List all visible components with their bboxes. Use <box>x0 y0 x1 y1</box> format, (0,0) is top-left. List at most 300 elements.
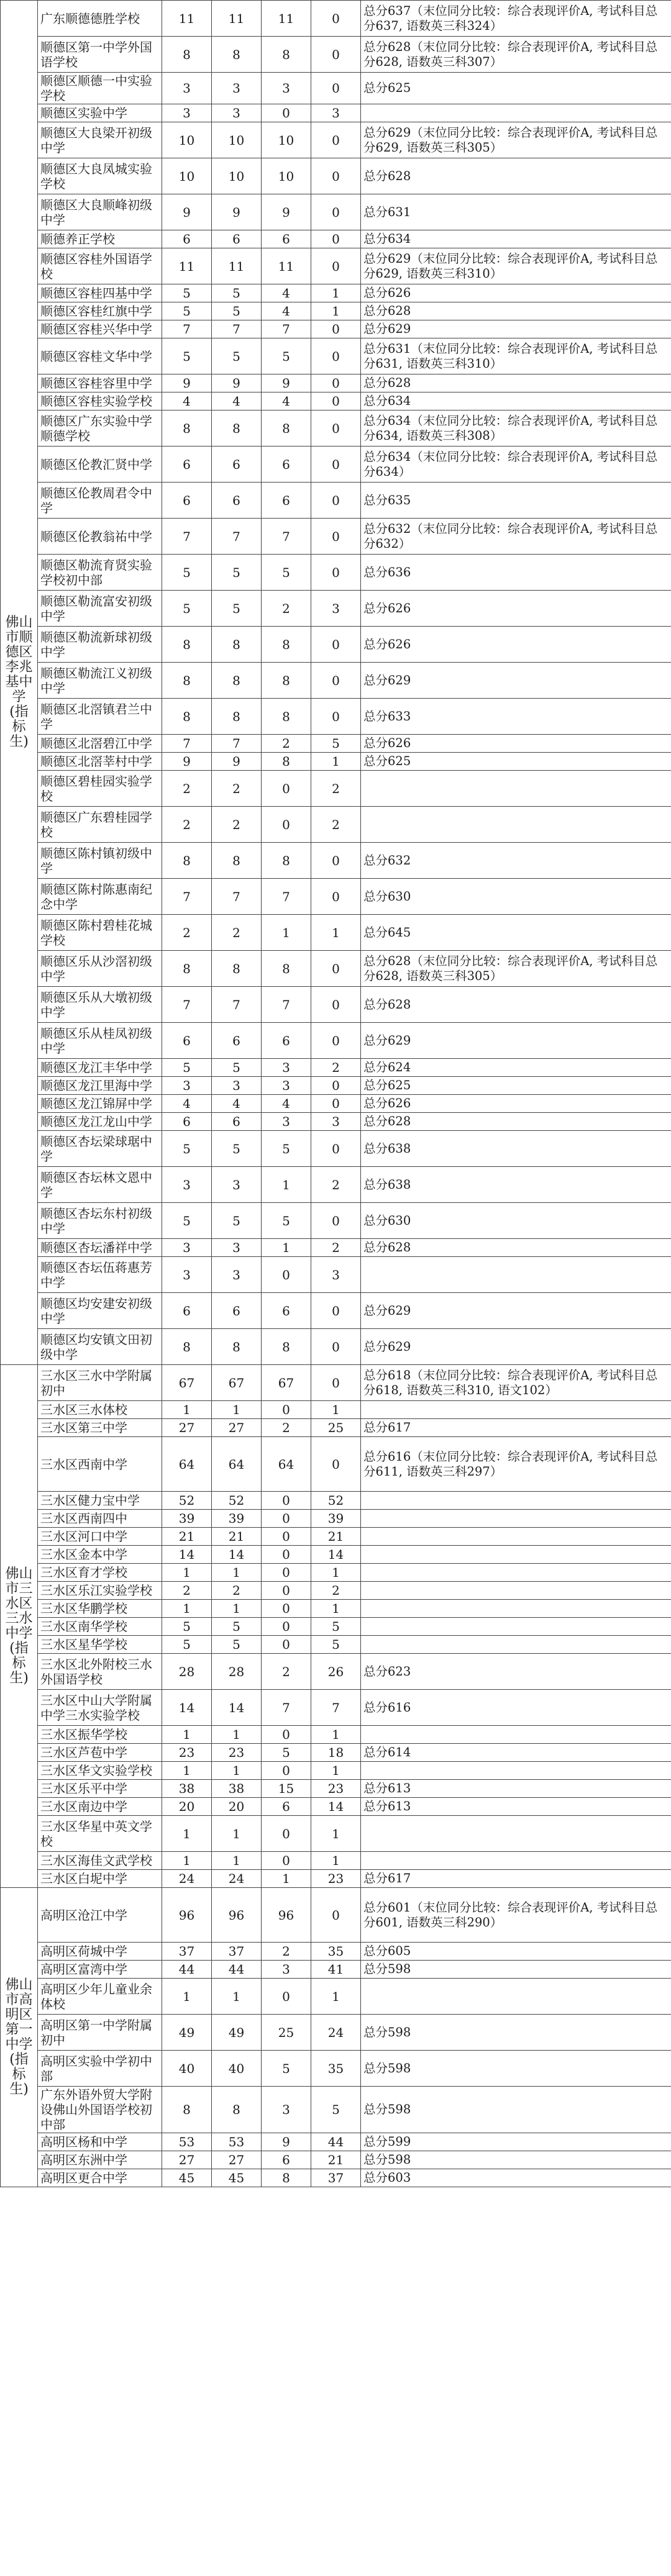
plan-count-cell: 2 <box>162 771 212 807</box>
school-name-cell: 顺德区勒流富安初级中学 <box>38 591 162 627</box>
school-name-cell: 顺德区容桂红旗中学 <box>38 302 162 320</box>
table-row <box>1 1419 671 1437</box>
school-name-cell: 广东顺德德胜学校 <box>38 1 162 37</box>
plan-count-cell: 3 <box>162 1257 212 1293</box>
remaining-count-cell: 39 <box>311 1510 361 1528</box>
remaining-count-cell: 0 <box>311 248 361 284</box>
score-admitted-cell: 3 <box>262 1961 311 1979</box>
remaining-count-cell: 0 <box>311 194 361 230</box>
school-name-cell: 高明区实验中学初中部 <box>38 2051 162 2087</box>
admitted-count-cell: 8 <box>212 951 262 987</box>
admitted-count-cell: 20 <box>212 1798 262 1816</box>
table-row <box>1 1744 671 1762</box>
remaining-count-cell: 23 <box>311 1870 361 1888</box>
remaining-count-cell: 3 <box>311 104 361 122</box>
remaining-count-cell: 0 <box>311 1888 361 1943</box>
admitted-count-cell: 5 <box>212 1059 262 1077</box>
school-name-cell: 高明区荷城中学 <box>38 1943 162 1961</box>
school-name-cell: 三水区华星中英文学校 <box>38 1816 162 1852</box>
admitted-count-cell: 1 <box>212 1600 262 1618</box>
cutoff-note-cell: 总分629（末位同分比较：综合表现评价A, 考试科目总分629, 语数英三科305） <box>361 122 671 158</box>
school-name-cell: 三水区白坭中学 <box>38 1870 162 1888</box>
plan-count-cell: 8 <box>162 951 212 987</box>
score-admitted-cell: 9 <box>262 2133 311 2151</box>
plan-count-cell: 39 <box>162 1510 212 1528</box>
school-name-cell: 三水区中山大学附属中学三水实验学校 <box>38 1690 162 1726</box>
cutoff-note-cell: 总分633 <box>361 699 671 735</box>
plan-count-cell: 8 <box>162 2087 212 2133</box>
score-admitted-cell: 8 <box>262 663 311 699</box>
score-admitted-cell: 10 <box>262 158 311 194</box>
admitted-count-cell: 5 <box>212 1203 262 1239</box>
table-row <box>1 2087 671 2133</box>
plan-count-cell: 2 <box>162 1582 212 1600</box>
admitted-count-cell: 6 <box>212 483 262 519</box>
admitted-count-cell: 53 <box>212 2133 262 2151</box>
cutoff-note-cell: 总分626 <box>361 1095 671 1113</box>
score-admitted-cell: 4 <box>262 284 311 302</box>
school-name-cell: 顺德区龙江里海中学 <box>38 1077 162 1095</box>
cutoff-note-cell: 总分625 <box>361 753 671 771</box>
cutoff-note-cell: 总分617 <box>361 1870 671 1888</box>
table-row <box>1 1888 671 1943</box>
plan-count-cell: 8 <box>162 699 212 735</box>
remaining-count-cell: 5 <box>311 735 361 753</box>
plan-count-cell: 5 <box>162 1131 212 1167</box>
score-admitted-cell: 67 <box>262 1365 311 1401</box>
school-name-cell: 顺德区陈村陈惠南纪念中学 <box>38 879 162 915</box>
cutoff-note-cell: 总分634 <box>361 392 671 410</box>
admitted-count-cell: 6 <box>212 1023 262 1059</box>
plan-count-cell: 1 <box>162 1401 212 1419</box>
score-admitted-cell: 6 <box>262 230 311 248</box>
table-row <box>1 1961 671 1979</box>
remaining-count-cell: 1 <box>311 753 361 771</box>
score-admitted-cell: 64 <box>262 1437 311 1492</box>
admitted-count-cell: 2 <box>212 1582 262 1600</box>
school-name-cell: 三水区芦苞中学 <box>38 1744 162 1762</box>
score-admitted-cell: 0 <box>262 771 311 807</box>
score-admitted-cell: 3 <box>262 73 311 104</box>
remaining-count-cell: 1 <box>311 1816 361 1852</box>
plan-count-cell: 28 <box>162 1654 212 1690</box>
cutoff-note-cell: 总分601（末位同分比较：综合表现评价A, 考试科目总分601, 语数英三科290） <box>361 1888 671 1943</box>
admitted-count-cell: 5 <box>212 591 262 627</box>
table-row <box>1 1113 671 1131</box>
admitted-count-cell: 9 <box>212 374 262 392</box>
admitted-count-cell: 3 <box>212 73 262 104</box>
score-admitted-cell: 0 <box>262 1257 311 1293</box>
cutoff-note-cell: 总分603 <box>361 2169 671 2187</box>
score-admitted-cell: 7 <box>262 879 311 915</box>
plan-count-cell: 3 <box>162 73 212 104</box>
cutoff-note-cell <box>361 104 671 122</box>
admitted-count-cell: 6 <box>212 447 262 483</box>
cutoff-note-cell: 总分629 <box>361 1329 671 1365</box>
admitted-count-cell: 1 <box>212 1762 262 1780</box>
school-name-cell: 高明区更合中学 <box>38 2169 162 2187</box>
table-row <box>1 1239 671 1257</box>
plan-count-cell: 52 <box>162 1492 212 1510</box>
remaining-count-cell: 18 <box>311 1744 361 1762</box>
school-name-cell: 顺德区容桂兴华中学 <box>38 320 162 338</box>
remaining-count-cell: 35 <box>311 2051 361 2087</box>
admitted-count-cell: 1 <box>212 1726 262 1744</box>
score-admitted-cell: 5 <box>262 555 311 591</box>
score-admitted-cell: 6 <box>262 447 311 483</box>
plan-count-cell: 8 <box>162 843 212 879</box>
table-row <box>1 519 671 555</box>
cutoff-note-cell: 总分599 <box>361 2133 671 2151</box>
score-admitted-cell: 15 <box>262 1780 311 1798</box>
cutoff-note-cell: 总分628 <box>361 1239 671 1257</box>
table-row <box>1 302 671 320</box>
plan-count-cell: 53 <box>162 2133 212 2151</box>
admitted-count-cell: 3 <box>212 1239 262 1257</box>
admitted-count-cell: 45 <box>212 2169 262 2187</box>
school-name-cell: 顺德区北滘镇君兰中学 <box>38 699 162 735</box>
cutoff-note-cell <box>361 1600 671 1618</box>
cutoff-note-cell: 总分605 <box>361 1943 671 1961</box>
admitted-count-cell: 8 <box>212 37 262 73</box>
score-admitted-cell: 0 <box>262 104 311 122</box>
cutoff-note-cell: 总分629 <box>361 1023 671 1059</box>
plan-count-cell: 38 <box>162 1780 212 1798</box>
score-admitted-cell: 4 <box>262 1095 311 1113</box>
admitted-count-cell: 3 <box>212 104 262 122</box>
plan-count-cell: 5 <box>162 1203 212 1239</box>
plan-count-cell: 7 <box>162 519 212 555</box>
table-row <box>1 1401 671 1419</box>
score-admitted-cell: 0 <box>262 1582 311 1600</box>
table-row <box>1 627 671 663</box>
admitted-count-cell: 5 <box>212 1131 262 1167</box>
score-admitted-cell: 7 <box>262 519 311 555</box>
score-admitted-cell: 8 <box>262 2169 311 2187</box>
plan-count-cell: 1 <box>162 1600 212 1618</box>
cutoff-note-cell: 总分626 <box>361 284 671 302</box>
table-row <box>1 735 671 753</box>
school-name-cell: 顺德区北滘莘村中学 <box>38 753 162 771</box>
admitted-count-cell: 4 <box>212 1095 262 1113</box>
table-row <box>1 1762 671 1780</box>
cutoff-note-cell <box>361 1401 671 1419</box>
school-name-cell: 高明区东洲中学 <box>38 2151 162 2169</box>
cutoff-note-cell: 总分629 <box>361 1293 671 1329</box>
cutoff-note-cell: 总分628 <box>361 1113 671 1131</box>
plan-count-cell: 5 <box>162 302 212 320</box>
cutoff-note-cell <box>361 1528 671 1546</box>
remaining-count-cell: 14 <box>311 1798 361 1816</box>
score-admitted-cell: 0 <box>262 1726 311 1744</box>
cutoff-note-cell <box>361 1762 671 1780</box>
table-row <box>1 1582 671 1600</box>
admitted-count-cell: 67 <box>212 1365 262 1401</box>
school-name-cell: 三水区西南中学 <box>38 1437 162 1492</box>
table-row <box>1 915 671 951</box>
score-admitted-cell: 4 <box>262 392 311 410</box>
cutoff-note-cell: 总分628 <box>361 374 671 392</box>
score-admitted-cell: 1 <box>262 1167 311 1203</box>
table-row <box>1 1726 671 1744</box>
plan-count-cell: 23 <box>162 1744 212 1762</box>
score-admitted-cell: 4 <box>262 302 311 320</box>
plan-count-cell: 27 <box>162 2151 212 2169</box>
cutoff-note-cell <box>361 1979 671 2015</box>
cutoff-note-cell: 总分613 <box>361 1780 671 1798</box>
remaining-count-cell: 0 <box>311 519 361 555</box>
score-admitted-cell: 8 <box>262 410 311 447</box>
admitted-count-cell: 7 <box>212 519 262 555</box>
table-row <box>1 1077 671 1095</box>
school-name-cell: 三水区育才学校 <box>38 1564 162 1582</box>
table-row <box>1 410 671 447</box>
table-row <box>1 1510 671 1528</box>
table-row <box>1 1816 671 1852</box>
school-name-cell: 三水区河口中学 <box>38 1528 162 1546</box>
cutoff-note-cell: 总分628 <box>361 987 671 1023</box>
remaining-count-cell: 0 <box>311 627 361 663</box>
remaining-count-cell: 52 <box>311 1492 361 1510</box>
cutoff-note-cell: 总分634（末位同分比较：综合表现评价A, 考试科目总分634, 语数英三科308） <box>361 410 671 447</box>
score-admitted-cell: 3 <box>262 1059 311 1077</box>
remaining-count-cell: 0 <box>311 879 361 915</box>
table-row <box>1 951 671 987</box>
school-name-cell: 顺德区大良凤城实验学校 <box>38 158 162 194</box>
plan-count-cell: 8 <box>162 410 212 447</box>
table-body <box>1 1 671 2187</box>
remaining-count-cell: 1 <box>311 1762 361 1780</box>
cutoff-note-cell <box>361 1564 671 1582</box>
remaining-count-cell: 21 <box>311 1528 361 1546</box>
school-name-cell: 顺德区陈村镇初级中学 <box>38 843 162 879</box>
plan-count-cell: 11 <box>162 1 212 37</box>
remaining-count-cell: 0 <box>311 320 361 338</box>
plan-count-cell: 2 <box>162 807 212 843</box>
plan-count-cell: 8 <box>162 663 212 699</box>
table-row <box>1 374 671 392</box>
cutoff-note-cell: 总分631 <box>361 194 671 230</box>
admitted-count-cell: 5 <box>212 284 262 302</box>
score-admitted-cell: 9 <box>262 374 311 392</box>
remaining-count-cell: 0 <box>311 447 361 483</box>
remaining-count-cell: 2 <box>311 1582 361 1600</box>
score-admitted-cell: 0 <box>262 1564 311 1582</box>
table-row <box>1 1167 671 1203</box>
cutoff-note-cell: 总分638 <box>361 1167 671 1203</box>
remaining-count-cell: 0 <box>311 1023 361 1059</box>
school-name-cell: 三水区南边中学 <box>38 1798 162 1816</box>
remaining-count-cell: 37 <box>311 2169 361 2187</box>
admitted-count-cell: 27 <box>212 2151 262 2169</box>
remaining-count-cell: 0 <box>311 1095 361 1113</box>
school-name-cell: 顺德区容桂容里中学 <box>38 374 162 392</box>
remaining-count-cell: 0 <box>311 158 361 194</box>
remaining-count-cell: 2 <box>311 1167 361 1203</box>
admitted-count-cell: 27 <box>212 1419 262 1437</box>
school-name-cell: 顺德区容桂外国语学校 <box>38 248 162 284</box>
remaining-count-cell: 0 <box>311 338 361 374</box>
remaining-count-cell: 2 <box>311 771 361 807</box>
school-name-cell: 三水区星华学校 <box>38 1636 162 1654</box>
plan-count-cell: 64 <box>162 1437 212 1492</box>
cutoff-note-cell <box>361 771 671 807</box>
table-row <box>1 320 671 338</box>
score-admitted-cell: 6 <box>262 1023 311 1059</box>
table-row <box>1 1690 671 1726</box>
school-name-cell: 顺德区杏坛梁球琚中学 <box>38 1131 162 1167</box>
table-row <box>1 1131 671 1167</box>
admitted-count-cell: 8 <box>212 1329 262 1365</box>
remaining-count-cell: 0 <box>311 230 361 248</box>
remaining-count-cell: 0 <box>311 410 361 447</box>
remaining-count-cell: 44 <box>311 2133 361 2151</box>
cutoff-note-cell: 总分634 <box>361 230 671 248</box>
table-row <box>1 158 671 194</box>
school-name-cell: 三水区三水中学附属初中 <box>38 1365 162 1401</box>
plan-count-cell: 14 <box>162 1546 212 1564</box>
remaining-count-cell: 0 <box>311 1131 361 1167</box>
table-row <box>1 1059 671 1077</box>
plan-count-cell: 21 <box>162 1528 212 1546</box>
plan-count-cell: 6 <box>162 1023 212 1059</box>
group-label: 佛山市三水区三水中学(指标生) <box>1 1365 38 1888</box>
school-name-cell: 顺德区伦教汇贤中学 <box>38 447 162 483</box>
score-admitted-cell: 25 <box>262 2015 311 2051</box>
admitted-count-cell: 8 <box>212 627 262 663</box>
school-name-cell: 顺德区伦教周君令中学 <box>38 483 162 519</box>
cutoff-note-cell: 总分636 <box>361 555 671 591</box>
school-name-cell: 三水区海佳文武学校 <box>38 1852 162 1870</box>
admitted-count-cell: 2 <box>212 771 262 807</box>
school-name-cell: 三水区乐江实验学校 <box>38 1582 162 1600</box>
cutoff-note-cell: 总分629 <box>361 663 671 699</box>
score-admitted-cell: 3 <box>262 1113 311 1131</box>
plan-count-cell: 10 <box>162 158 212 194</box>
cutoff-note-cell <box>361 1618 671 1636</box>
table-row <box>1 1293 671 1329</box>
plan-count-cell: 5 <box>162 338 212 374</box>
plan-count-cell: 45 <box>162 2169 212 2187</box>
remaining-count-cell: 1 <box>311 1726 361 1744</box>
plan-count-cell: 5 <box>162 1636 212 1654</box>
cutoff-note-cell <box>361 1636 671 1654</box>
score-admitted-cell: 0 <box>262 1600 311 1618</box>
remaining-count-cell: 0 <box>311 1077 361 1095</box>
cutoff-note-cell: 总分628（末位同分比较：综合表现评价A, 考试科目总分628, 语数英三科305） <box>361 951 671 987</box>
table-row <box>1 1654 671 1690</box>
plan-count-cell: 1 <box>162 1979 212 2015</box>
plan-count-cell: 9 <box>162 194 212 230</box>
admitted-count-cell: 14 <box>212 1546 262 1564</box>
table-row <box>1 2133 671 2151</box>
school-name-cell: 顺德区容桂四基中学 <box>38 284 162 302</box>
plan-count-cell: 5 <box>162 1618 212 1636</box>
score-admitted-cell: 8 <box>262 627 311 663</box>
remaining-count-cell: 14 <box>311 1546 361 1564</box>
school-name-cell: 顺德区均安镇文田初级中学 <box>38 1329 162 1365</box>
score-admitted-cell: 0 <box>262 1528 311 1546</box>
score-admitted-cell: 5 <box>262 338 311 374</box>
remaining-count-cell: 35 <box>311 1943 361 1961</box>
admitted-count-cell: 8 <box>212 2087 262 2133</box>
cutoff-note-cell: 总分624 <box>361 1059 671 1077</box>
table-row <box>1 1546 671 1564</box>
table-row <box>1 230 671 248</box>
remaining-count-cell: 1 <box>311 1852 361 1870</box>
score-admitted-cell: 1 <box>262 915 311 951</box>
school-name-cell: 顺德区广东碧桂园学校 <box>38 807 162 843</box>
table-row <box>1 1618 671 1636</box>
admitted-count-cell: 6 <box>212 1113 262 1131</box>
table-row <box>1 1023 671 1059</box>
admitted-count-cell: 8 <box>212 699 262 735</box>
admitted-count-cell: 6 <box>212 230 262 248</box>
admitted-count-cell: 5 <box>212 338 262 374</box>
admitted-count-cell: 8 <box>212 663 262 699</box>
score-admitted-cell: 5 <box>262 1203 311 1239</box>
table-row <box>1 447 671 483</box>
plan-count-cell: 7 <box>162 320 212 338</box>
table-row <box>1 771 671 807</box>
plan-count-cell: 7 <box>162 735 212 753</box>
admitted-count-cell: 10 <box>212 122 262 158</box>
remaining-count-cell: 2 <box>311 807 361 843</box>
score-admitted-cell: 2 <box>262 1654 311 1690</box>
plan-count-cell: 6 <box>162 447 212 483</box>
remaining-count-cell: 0 <box>311 483 361 519</box>
plan-count-cell: 37 <box>162 1943 212 1961</box>
table-row <box>1 122 671 158</box>
score-admitted-cell: 8 <box>262 699 311 735</box>
score-admitted-cell: 6 <box>262 2151 311 2169</box>
plan-count-cell: 5 <box>162 555 212 591</box>
score-admitted-cell: 11 <box>262 248 311 284</box>
plan-count-cell: 27 <box>162 1419 212 1437</box>
remaining-count-cell: 0 <box>311 663 361 699</box>
table-row <box>1 1979 671 2015</box>
plan-count-cell: 6 <box>162 483 212 519</box>
table-row <box>1 1798 671 1816</box>
admitted-count-cell: 40 <box>212 2051 262 2087</box>
plan-count-cell: 6 <box>162 1293 212 1329</box>
cutoff-note-cell <box>361 1492 671 1510</box>
score-admitted-cell: 0 <box>262 1401 311 1419</box>
plan-count-cell: 5 <box>162 1059 212 1077</box>
score-admitted-cell: 1 <box>262 1239 311 1257</box>
cutoff-note-cell: 总分630 <box>361 1203 671 1239</box>
remaining-count-cell: 0 <box>311 1 361 37</box>
score-admitted-cell: 0 <box>262 1816 311 1852</box>
table-row <box>1 1852 671 1870</box>
plan-count-cell: 4 <box>162 1095 212 1113</box>
score-admitted-cell: 11 <box>262 1 311 37</box>
plan-count-cell: 14 <box>162 1690 212 1726</box>
admitted-count-cell: 11 <box>212 248 262 284</box>
remaining-count-cell: 0 <box>311 951 361 987</box>
remaining-count-cell: 0 <box>311 1293 361 1329</box>
table-row <box>1 1528 671 1546</box>
admitted-count-cell: 5 <box>212 555 262 591</box>
school-name-cell: 顺德区陈村碧桂花城学校 <box>38 915 162 951</box>
school-name-cell: 顺德区勒流江义初级中学 <box>38 663 162 699</box>
score-admitted-cell: 0 <box>262 807 311 843</box>
admitted-count-cell: 2 <box>212 807 262 843</box>
plan-count-cell: 9 <box>162 753 212 771</box>
group-label: 佛山市顺德区李兆基中学(指标生) <box>1 1 38 1365</box>
cutoff-note-cell: 总分645 <box>361 915 671 951</box>
score-admitted-cell: 5 <box>262 1744 311 1762</box>
